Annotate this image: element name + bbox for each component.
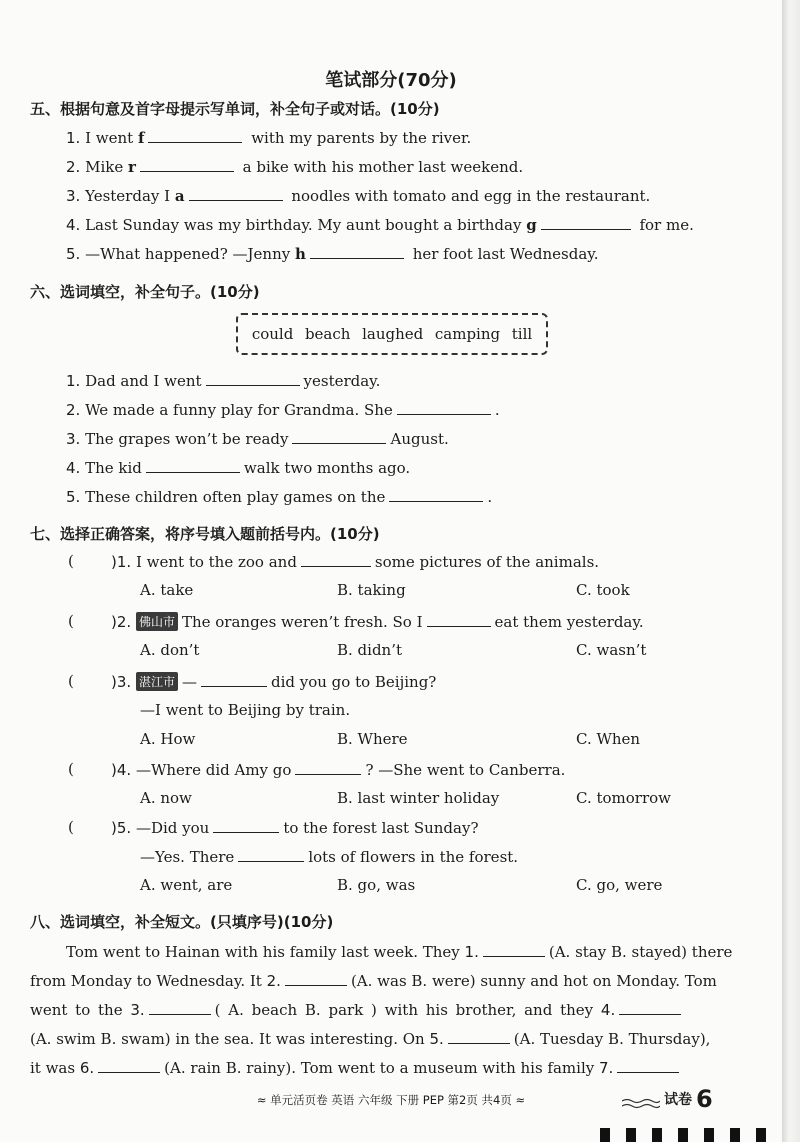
answer-blank[interactable] xyxy=(285,971,347,986)
scan-marks xyxy=(600,1128,780,1142)
word-bank xyxy=(236,313,548,355)
answer-blank xyxy=(238,847,304,862)
region-tag: 佛山市 xyxy=(136,612,178,631)
answer-blank[interactable] xyxy=(149,1000,211,1015)
answer-blank[interactable] xyxy=(206,371,300,386)
page-edge xyxy=(782,0,800,1142)
s6-item-4: 4. The kid walk two months ago. xyxy=(66,459,411,477)
page-title: 笔试部分(70分) xyxy=(325,70,457,91)
option-a: A. now xyxy=(140,789,192,807)
s7-q2: )2. 佛山市 The oranges weren’t fresh. So I eat them yesterday. xyxy=(111,613,644,631)
answer-blank xyxy=(295,760,361,775)
s6-item-3: 3. The grapes won’t be ready August. xyxy=(66,430,449,448)
option-b: B. go, was xyxy=(337,876,416,894)
word-bank-item: till xyxy=(511,325,533,343)
s5-item-2: 2. Mike r a bike with his mother last weekend. xyxy=(66,158,524,176)
option-c: C. When xyxy=(576,730,641,748)
s6-item-5: 5. These children often play games on the . xyxy=(66,488,493,506)
answer-blank[interactable] xyxy=(483,942,545,957)
option-b: B. taking xyxy=(337,581,406,599)
s7-q3: )3. 湛江市 — did you go to Beijing? xyxy=(111,673,437,691)
section-7-heading: 七、选择正确答案，将序号填入题前括号内。(10分) xyxy=(30,525,380,543)
s5-item-4: 4. Last Sunday was my birthday. My aunt bought a birthday g for me. xyxy=(66,216,694,234)
answer-blank[interactable] xyxy=(310,244,404,259)
s7-q3-line2: —I went to Beijing by train. xyxy=(140,701,351,719)
page-footer: ≈ 单元活页卷 英语 六年级 下册 PEP 第2页 共4页 ≈ xyxy=(256,1093,526,1107)
s8-line-2: from Monday to Wednesday. It 2. (A. was B. were) sunny and hot on Monday. Tom xyxy=(30,972,717,990)
section-8-heading: 八、选词填空，补全短文。(只填序号)(10分) xyxy=(30,913,334,931)
option-b: B. Where xyxy=(337,730,408,748)
answer-blank xyxy=(201,672,267,687)
option-a: A. don’t xyxy=(140,641,200,659)
answer-paren-open[interactable]: ( xyxy=(68,672,74,690)
answer-paren-open[interactable]: ( xyxy=(68,552,74,570)
answer-blank xyxy=(427,612,491,627)
s6-item-2: 2. We made a funny play for Grandma. She . xyxy=(66,401,500,419)
answer-blank[interactable] xyxy=(448,1029,510,1044)
option-b: B. last winter holiday xyxy=(337,789,500,807)
answer-blank[interactable] xyxy=(541,215,631,230)
paper-number-stamp: 试卷 6 xyxy=(664,1085,713,1113)
s8-line-5: it was 6. (A. rain B. rainy). Tom went to a museum with his family 7. xyxy=(30,1058,683,1077)
s5-item-3: 3. Yesterday I a noodles with tomato and egg in the restaurant. xyxy=(66,187,651,205)
answer-blank[interactable] xyxy=(140,157,234,172)
answer-blank[interactable] xyxy=(617,1058,679,1073)
s5-item-1: 1. I went f with my parents by the river. xyxy=(66,129,472,147)
option-b: B. didn’t xyxy=(337,641,403,659)
word-bank-item: laughed xyxy=(362,325,424,343)
answer-blank[interactable] xyxy=(389,487,483,502)
option-a: A. take xyxy=(140,581,194,599)
section-6-heading: 六、选词填空，补全句子。(10分) xyxy=(30,283,260,301)
option-c: C. tomorrow xyxy=(576,789,672,807)
option-c: C. took xyxy=(576,581,630,599)
answer-paren-open[interactable]: ( xyxy=(68,760,74,778)
option-c: C. go, were xyxy=(576,876,663,894)
option-a: A. How xyxy=(140,730,196,748)
word-bank-item: camping xyxy=(434,325,501,343)
answer-blank[interactable] xyxy=(98,1058,160,1073)
answer-blank[interactable] xyxy=(146,458,240,473)
answer-paren-open[interactable]: ( xyxy=(68,818,74,836)
region-tag: 湛江市 xyxy=(136,672,178,691)
s5-item-5: 5. —What happened? —Jenny h her foot last Wednesday. xyxy=(66,245,599,263)
s8-line-1: Tom went to Hainan with his family last week. They 1. (A. stay B. stayed) there xyxy=(66,943,733,961)
answer-blank[interactable] xyxy=(292,429,386,444)
wave-decoration-icon xyxy=(622,1098,660,1110)
s8-line-3: went to the 3. ( A. beach B. park ) with his brother, and they 4. xyxy=(30,1000,685,1019)
answer-blank[interactable] xyxy=(148,128,242,143)
answer-blank[interactable] xyxy=(619,1000,681,1015)
answer-blank[interactable] xyxy=(397,400,491,415)
s7-q1: )1. I went to the zoo and some pictures of the animals. xyxy=(111,553,600,571)
option-c: C. wasn’t xyxy=(576,641,647,659)
answer-paren-open[interactable]: ( xyxy=(68,612,74,630)
answer-blank[interactable] xyxy=(189,186,283,201)
s7-q5-line2: —Yes. There lots of flowers in the forest. xyxy=(140,848,519,866)
word-bank-item: beach xyxy=(304,325,351,343)
s6-item-1: 1. Dad and I went yesterday. xyxy=(66,372,381,390)
option-a: A. went, are xyxy=(140,876,233,894)
s7-q4: )4. —Where did Amy go ? —She went to Canberra. xyxy=(111,761,566,779)
s8-line-4: (A. swim B. swam) in the sea. It was interesting. On 5. (A. Tuesday B. Thursday), xyxy=(30,1030,711,1048)
s7-q5: )5. —Did you to the forest last Sunday? xyxy=(111,819,479,837)
answer-blank xyxy=(301,552,371,567)
word-bank-item: could xyxy=(251,325,294,343)
answer-blank xyxy=(213,818,279,833)
section-5-heading: 五、根据句意及首字母提示写单词，补全句子或对话。(10分) xyxy=(30,100,440,118)
